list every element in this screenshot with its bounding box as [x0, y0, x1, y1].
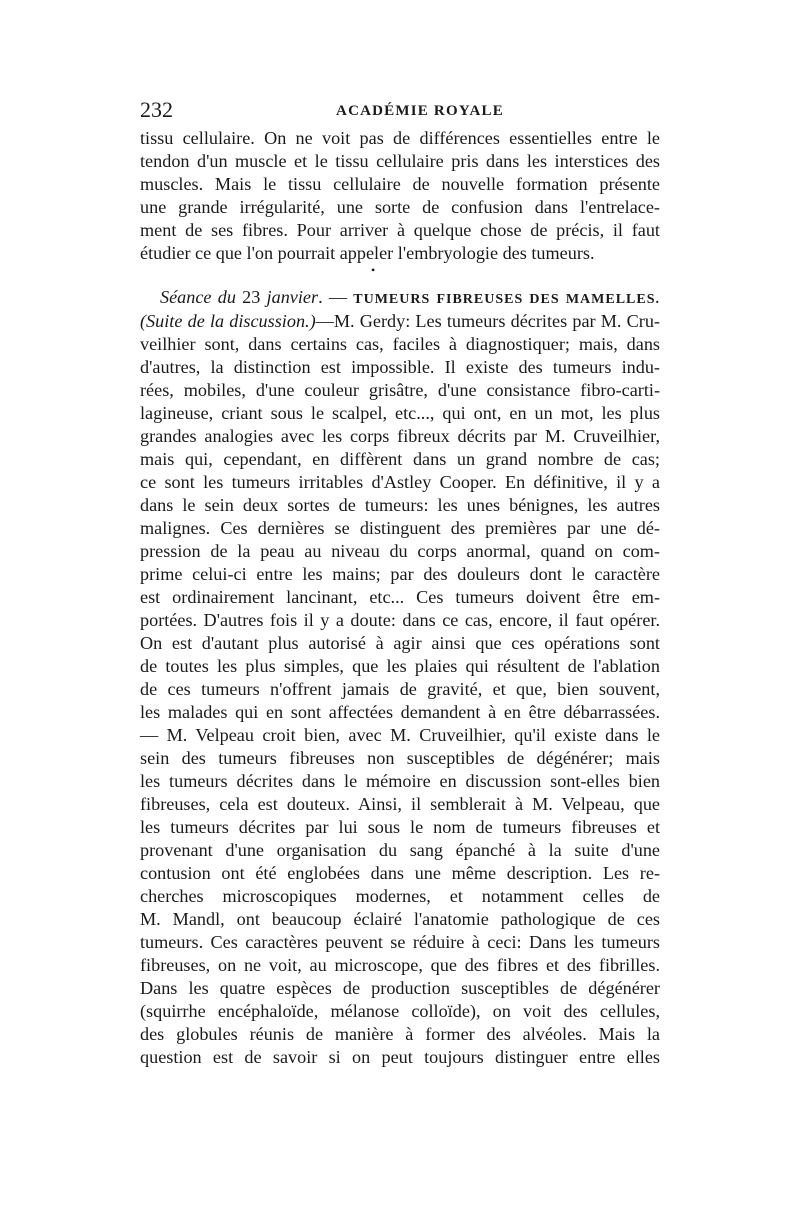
text-line: les tumeurs décrites par lui sous le nom de tumeurs fibreuses et	[140, 817, 660, 837]
heading-dash: . —	[318, 287, 354, 307]
text-line: cherches microscopiques modernes, et notamment celles de	[140, 886, 660, 906]
text-line: Dans les quatre espèces de production susceptibles de dégénérer	[140, 978, 660, 998]
text-line: malignes. Ces dernières se distinguent des premières par une dé-	[140, 518, 660, 538]
separator-mark: •	[371, 263, 376, 277]
text-line: fibreuses, on ne voit, au microscope, que des fibres et des fibrilles.	[140, 955, 660, 975]
text-line: veilhier sont, dans certains cas, faciles à diagnostiquer; mais, dans	[140, 334, 660, 354]
text-line: tumeurs. Ces caractères peuvent se réduire à ceci: Dans les tumeurs	[140, 932, 660, 952]
text-line: On est d'autant plus autorisé à agir ainsi que ces opérations sont	[140, 633, 660, 653]
suite-label: (Suite de la discussion.)	[140, 311, 316, 331]
seance-label: Séance du	[160, 287, 243, 307]
text-line: portées. D'autres fois il y a doute: dans ce cas, encore, il faut opérer.	[140, 610, 660, 630]
text-line: fibreuses, cela est douteux. Ainsi, il semblerait à M. Velpeau, que	[140, 794, 660, 814]
first-line-text: —M. Gerdy: Les tumeurs décrites par M. Cru-	[315, 311, 660, 331]
text-line: dans le sein deux sortes de tumeurs: les unes bénignes, les autres	[140, 495, 660, 515]
section-heading-line	[160, 286, 660, 308]
text-line: étudier ce que l'on pourrait appeler l'embryologie des tumeurs.	[140, 243, 595, 263]
text-line: lagineuse, criant sous le scalpel, etc..., qui ont, en un mot, les plus	[140, 403, 660, 423]
seance-date-number: 23	[242, 287, 261, 307]
text-line: des globules réunis de manière à former des alvéoles. Mais la	[140, 1024, 660, 1044]
text-line: sein des tumeurs fibreuses non susceptibles de dégénérer; mais	[140, 748, 660, 768]
text-line: de ces tumeurs n'offrent jamais de gravité, et que, bien souvent,	[140, 679, 660, 699]
seance-date-month: janvier	[260, 287, 319, 307]
text-line: tendon d'un muscle et le tissu cellulaire pris dans les interstices des	[140, 151, 660, 171]
text-line: M. Mandl, ont beaucoup éclairé l'anatomie pathologique de ces	[140, 909, 660, 929]
section-title: TUMEURS FIBREUSES DES MAMELLES.	[353, 292, 661, 307]
text-line: est ordinairement lancinant, etc... Ces tumeurs doivent être em-	[140, 587, 660, 607]
page-number: 232	[140, 97, 173, 122]
page-header	[140, 96, 660, 124]
text-line: ment de ses fibres. Pour arriver à quelque chose de précis, il faut	[140, 220, 660, 240]
text-line: — M. Velpeau croit bien, avec M. Cruveilhier, qu'il existe dans le	[140, 725, 660, 745]
text-line: muscles. Mais le tissu cellulaire de nouvelle formation présente	[140, 174, 660, 194]
text-line: d'autres, la distinction est impossible. Il existe des tumeurs indu-	[140, 357, 660, 377]
text-line: grandes analogies avec les corps fibreux décrits par M. Cruveilhier,	[140, 426, 660, 446]
text-line: de toutes les plus simples, que les plaies qui résultent de l'ablation	[140, 656, 660, 676]
text-line: ce sont les tumeurs irritables d'Astley Cooper. En définitive, il y a	[140, 472, 660, 492]
text-line: (squirrhe encéphaloïde, mélanose colloïde), on voit des cellules,	[140, 1001, 660, 1021]
text-line: rées, mobiles, d'une couleur grisâtre, d'une consistance fibro-carti-	[140, 380, 660, 400]
text-line: prime celui-ci entre les mains; par des douleurs dont le caractère	[140, 564, 660, 584]
text-line: les malades qui en sont affectées demandent à en être débarrassées.	[140, 702, 660, 722]
text-line: tissu cellulaire. On ne voit pas de différences essentielles entre le	[140, 128, 660, 148]
text-line: pression de la peau au niveau du corps anormal, quand on com-	[140, 541, 660, 561]
text-line: provenant d'une organisation du sang épanché à la suite d'une	[140, 840, 660, 860]
text-line: une grande irrégularité, une sorte de confusion dans l'entrelace-	[140, 197, 660, 217]
text-line: les tumeurs décrites dans le mémoire en discussion sont-elles bien	[140, 771, 660, 791]
text-line: contusion ont été englobées dans une même description. Les re-	[140, 863, 660, 883]
running-title: ACADÉMIE ROYALE	[336, 103, 504, 119]
text-line: mais qui, cependant, en diffèrent dans un grand nombre de cas;	[140, 449, 660, 469]
section-subheading-line	[140, 310, 660, 332]
text-line: question est de savoir si on peut toujours distinguer entre elles	[140, 1047, 660, 1067]
